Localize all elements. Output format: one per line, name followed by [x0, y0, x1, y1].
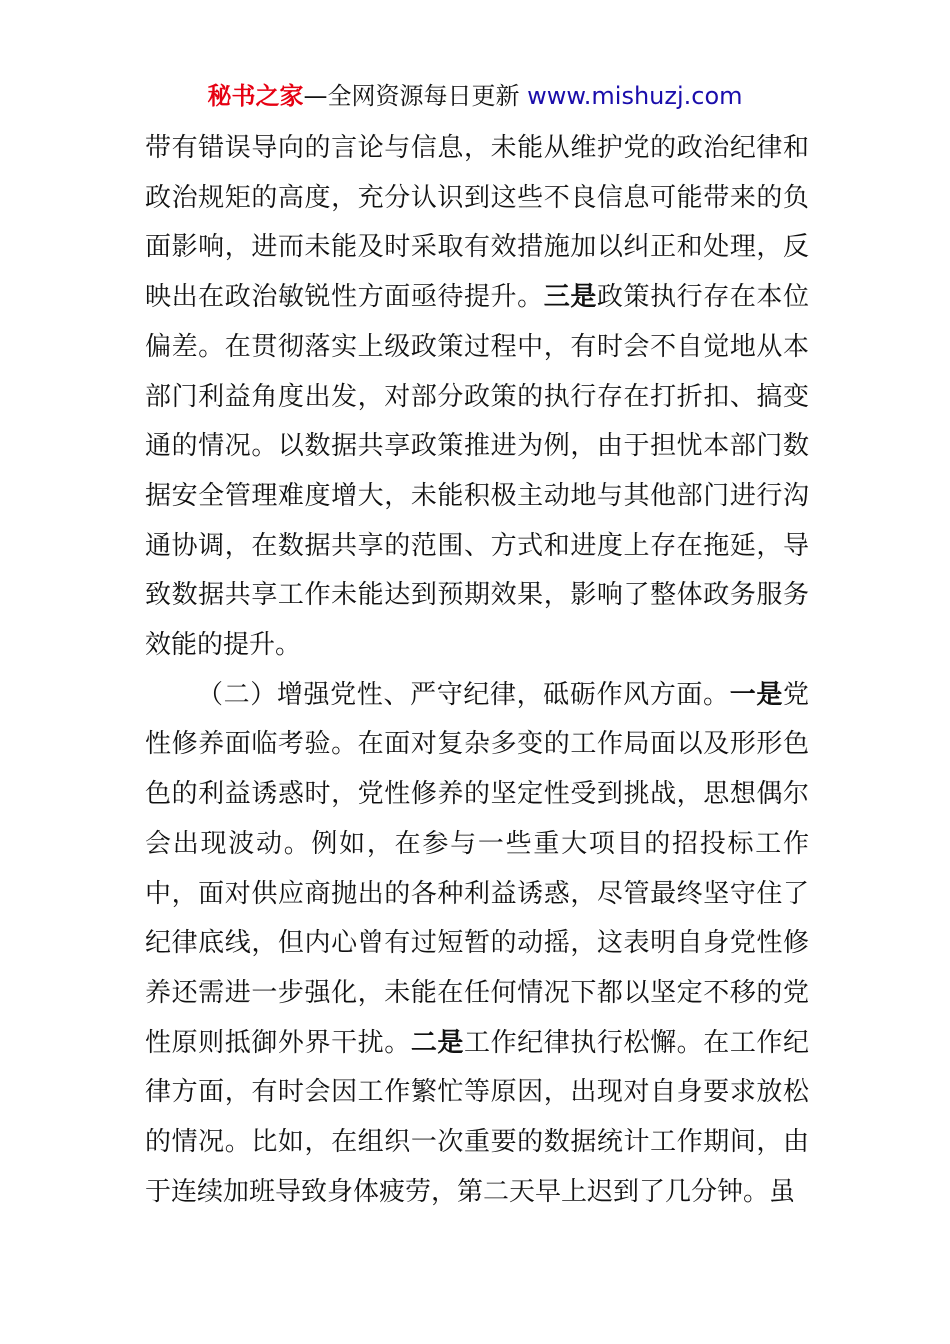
paragraph-text: 党性修养面临考验。在面对复杂多变的工作局面以及形形色色的利益诱惑时，党性修养的坚定性受到挑战，思想偶尔会出现波动。例如，在参与一些重大项目的招投标工作中，面对供应商抛出的各种利益诱惑，尽管最终坚守住了纪律底线，但内心曾有过短暂的动摇，这表明自身党性修养还需进一步强化，未能在任何情况下都以坚定不移的党性原则抵御外界干扰。: [145, 679, 809, 1058]
paragraph-2: [145, 671, 809, 1218]
paragraph-text: 带有错误导向的言论与信息，未能从维护党的政治纪律和政治规矩的高度，充分认识到这些不良信息可能带来的负面影响，进而未能及时采取有效措施加以纠正和处理，反映出在政治敏锐性方面亟待提升。: [145, 133, 809, 313]
section-heading: （二）增强党性、严守纪律，砥砺作风方面。: [197, 679, 730, 710]
brand-name: 秘书之家: [207, 82, 304, 110]
header-tagline: —全网资源每日更新: [303, 82, 528, 110]
site-url[interactable]: www.mishuzj.com: [527, 82, 743, 110]
paragraph-emphasis: 一是: [729, 679, 783, 710]
document-body: [145, 124, 809, 1217]
paragraph-text: 政策执行存在本位偏差。在贯彻落实上级政策过程中，有时会不自觉地从本部门利益角度出发，对部分政策的执行存在打折扣、搞变通的情况。以数据共享政策推进为例，由于担忧本部门数据安全管理难度增大，未能积极主动地与其他部门进行沟通协调，在数据共享的范围、方式和进度上存在拖延，导致数据共享工作未能达到预期效果，影响了整体政务服务效能的提升。: [145, 282, 809, 661]
paragraph-1: [145, 124, 809, 671]
paragraph-emphasis: 三是: [543, 282, 597, 313]
page-header: [0, 80, 950, 112]
paragraph-emphasis: 二是: [410, 1027, 464, 1058]
paragraph-text: 工作纪律执行松懈。在工作纪律方面，有时会因工作繁忙等原因，出现对自身要求放松的情况。比如，在组织一次重要的数据统计工作期间，由于连续加班导致身体疲劳，第二天早上迟到了几分钟。虽: [145, 1027, 809, 1207]
